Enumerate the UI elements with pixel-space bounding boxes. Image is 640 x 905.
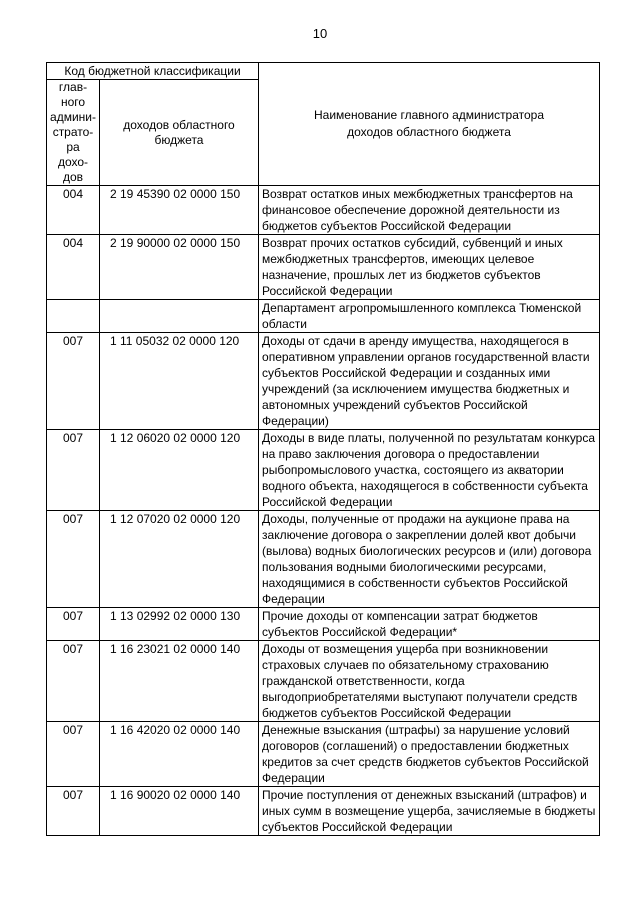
cell-revenue-name: Прочие поступления от денежных взысканий (штрафов) и иных сумм в возмещение ущерба, зачисляемые в бюджеты субъектов Российской Федерации [259, 787, 600, 836]
cell-revenue-name: Доходы в виде платы, полученной по результатам конкурса на право заключения договора о предоставлении рыбопромыслового участка, состоящего из акватории водного объекта, находящегося в собственности субъекта Российской Федерации [259, 430, 600, 511]
cell-revenue-code: 1 16 42020 02 0000 140 [100, 722, 259, 787]
header-main-administrator [47, 80, 100, 186]
cell-administrator-code: 007 [47, 722, 100, 787]
cell-revenue-code: 2 19 45390 02 0000 150 [100, 186, 259, 235]
cell-revenue-code: 1 16 90020 02 0000 140 [100, 787, 259, 836]
table-row [47, 235, 600, 300]
header-row-group [47, 63, 600, 80]
cell-revenue-name: Доходы от возмещения ущерба при возникновении страховых случаев по обязательному страхованию гражданской ответственности, когда выгодоприобретателями выступают получатели средств бюджетов субъектов Российской Федерации [259, 641, 600, 722]
cell-revenue-name: Возврат остатков иных межбюджетных трансфертов на финансовое обеспечение дорожной деятельности из бюджетов субъектов Российской Федерации [259, 186, 600, 235]
cell-administrator-code: 007 [47, 430, 100, 511]
table-row [47, 333, 600, 430]
table-row [47, 300, 600, 333]
budget-classification-table [46, 62, 600, 836]
header-administrator-name [259, 63, 600, 186]
cell-administrator-code: 007 [47, 787, 100, 836]
cell-administrator-code [47, 300, 100, 333]
cell-revenue-code: 1 11 05032 02 0000 120 [100, 333, 259, 430]
cell-revenue-code: 2 19 90000 02 0000 150 [100, 235, 259, 300]
cell-revenue-name: Денежные взыскания (штрафы) за нарушение условий договоров (соглашений) о предоставлении бюджетных кредитов за счет средств бюджетов субъектов Российской Федерации [259, 722, 600, 787]
cell-administrator-code: 007 [47, 333, 100, 430]
table-row [47, 722, 600, 787]
cell-revenue-name: Возврат прочих остатков субсидий, субвенций и иных межбюджетных трансфертов, имеющих целевое назначение, прошлых лет из бюджетов субъектов Российской Федерации [259, 235, 600, 300]
table-row [47, 511, 600, 608]
cell-revenue-code: 1 12 07020 02 0000 120 [100, 511, 259, 608]
cell-administrator-code: 007 [47, 608, 100, 641]
table-row [47, 641, 600, 722]
page-number: 10 [312, 26, 328, 41]
cell-revenue-name: Прочие доходы от компенсации затрат бюджетов субъектов Российской Федерации* [259, 608, 600, 641]
cell-revenue-name: Департамент агропромышленного комплекса Тюменской области [259, 300, 600, 333]
cell-revenue-name: Доходы, полученные от продажи на аукционе права на заключение договора о закреплении долей квот добычи (вылова) водных биологических ресурсов и (или) договора пользования водными биологическими ресурсами, находящимися в собственности субъектов Российской Федерации [259, 511, 600, 608]
table-row [47, 186, 600, 235]
header-regional-revenue-code-text: доходов областного бюджета [123, 117, 235, 147]
table-row [47, 430, 600, 511]
header-main-administrator-text: глав- ного админи- страто- ра дохо- дов [50, 80, 96, 184]
cell-revenue-name: Доходы от сдачи в аренду имущества, находящегося в оперативном управлении органов государственной власти субъектов Российской Федерации и созданных ими учреждений (за исключением имущества бюджетных и автономных учреждений субъектов Российской Федерации) [259, 333, 600, 430]
table-row [47, 787, 600, 836]
cell-revenue-code [100, 300, 259, 333]
cell-administrator-code: 007 [47, 511, 100, 608]
header-regional-revenue-code [100, 80, 259, 186]
header-administrator-name-text: Наименование главного администратора доходов областного бюджета [314, 108, 545, 139]
cell-administrator-code: 007 [47, 641, 100, 722]
table-row [47, 608, 600, 641]
cell-administrator-code: 004 [47, 235, 100, 300]
cell-revenue-code: 1 12 06020 02 0000 120 [100, 430, 259, 511]
cell-revenue-code: 1 13 02992 02 0000 130 [100, 608, 259, 641]
header-budget-classification: Код бюджетной классификации [47, 63, 259, 80]
cell-administrator-code: 004 [47, 186, 100, 235]
cell-revenue-code: 1 16 23021 02 0000 140 [100, 641, 259, 722]
